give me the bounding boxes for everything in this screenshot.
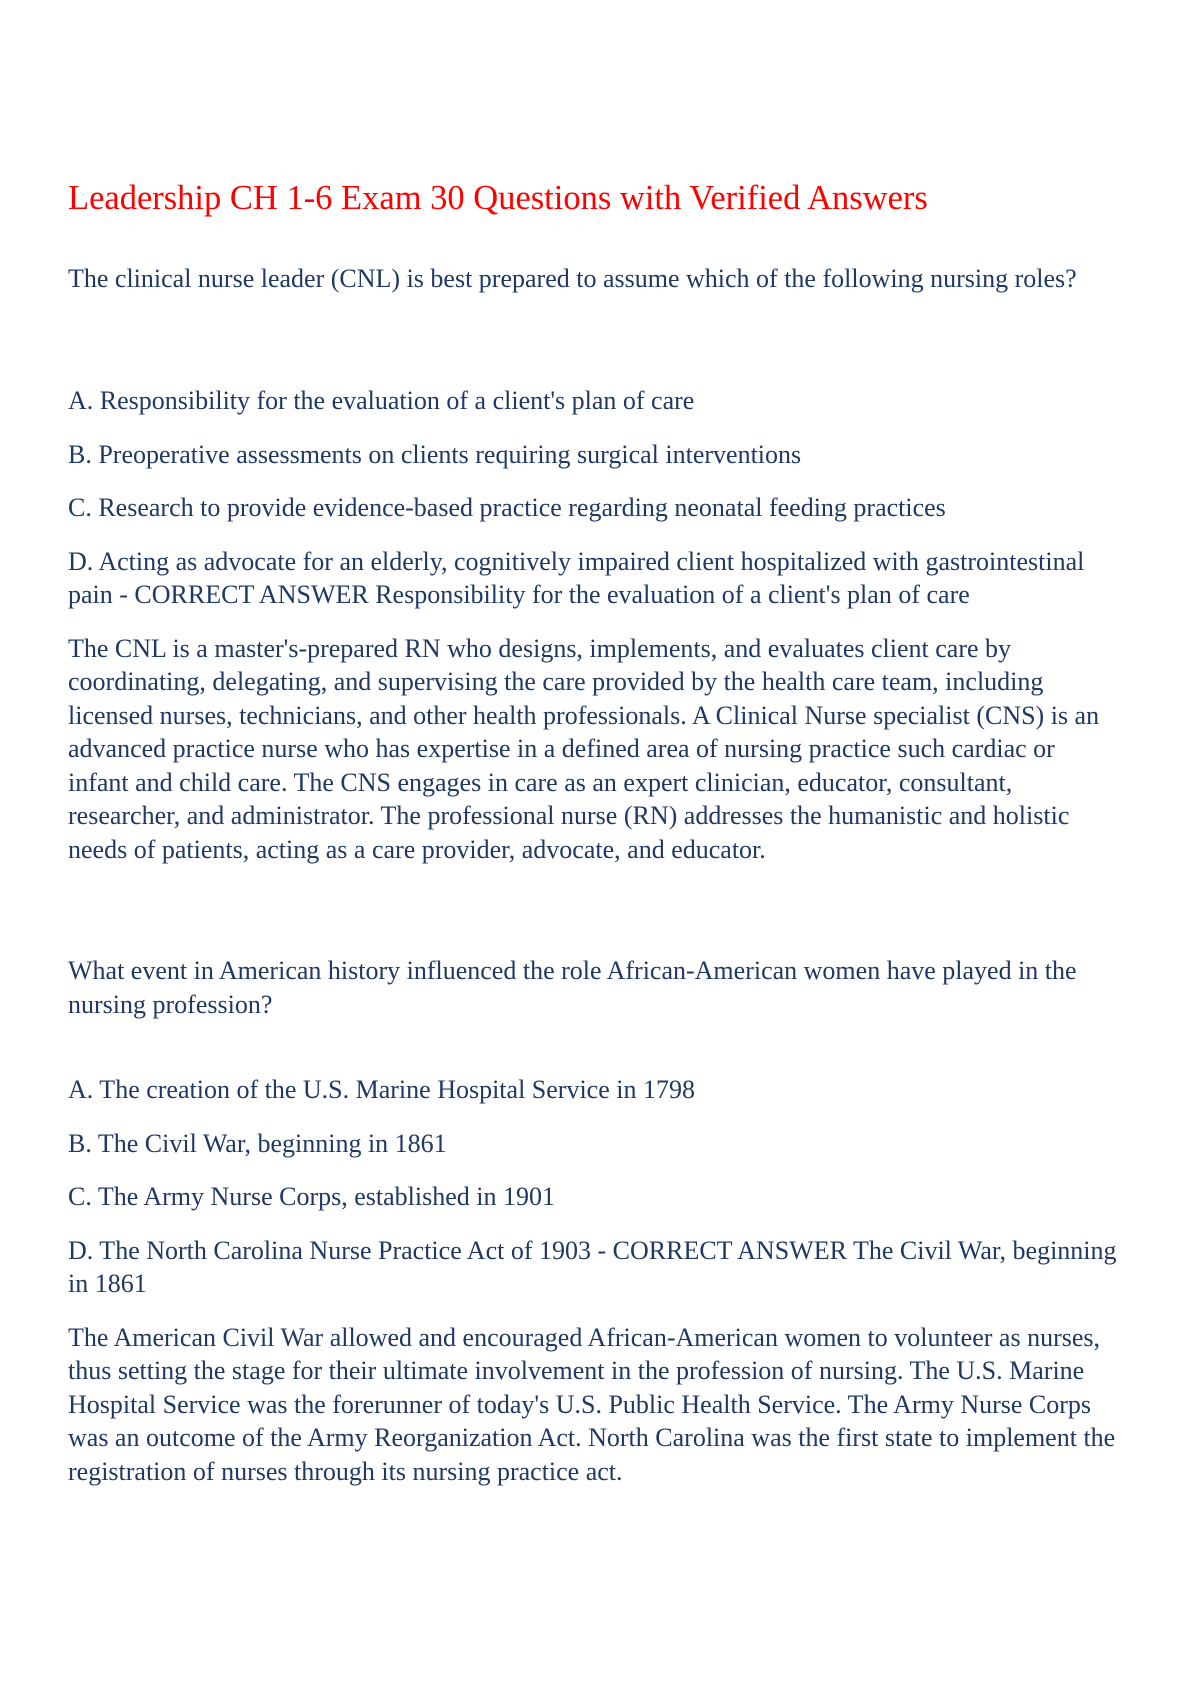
question-2-explanation: The American Civil War allowed and encouraged African-American women to volunteer as nurses, thus setting the stage for their ultimate involvement in the profession of nursing. The U.S. Marine Hospital Service was the forerunner of today's U.S. Public Health Service. The Army Nurse Corps was an outcome of the Army Reorganization Act. North Carolina was the first state to implement the registration of nurses through its nursing practice act. [68,1322,1116,1486]
question-2-option-c: C. The Army Nurse Corps, established in 1901 [68,1182,555,1211]
question-1-explanation: The CNL is a master's-prepared RN who designs, implements, and evaluates client care by coordinating, delegating, and supervising the care provided by the health care team, including licensed nurses, technicians, and other health professionals. A Clinical Nurse specialist (CNS) is an advanced practice nurse who has expertise in a defined area of nursing practice such cardiac or infant and child care. The CNS engages in care as an expert clinician, educator, consultant, researcher, and administrator. The professional nurse (RN) addresses the humanistic and holistic needs of patients, acting as a care provider, advocate, and educator. [68,633,1100,864]
question-2-option-b: B. The Civil War, beginning in 1861 [68,1128,447,1158]
question-1-options [68,384,1118,866]
question-1-text: The clinical nurse leader (CNL) is best prepared to assume which of the following nursing roles? [68,264,1077,293]
question-1-option-b: B. Preoperative assessments on clients requiring surgical interventions [68,439,802,469]
question-2-option-a: A. The creation of the U.S. Marine Hospital Service in 1798 [68,1075,695,1104]
question-1-option-c: C. Research to provide evidence-based practice regarding neonatal feeding practices [68,493,946,522]
question-1 [68,262,1118,296]
question-2-option-d: D. The North Carolina Nurse Practice Act of 1903 - CORRECT ANSWER The Civil War, beginning in 1861 [68,1235,1117,1298]
question-1-option-d: D. Acting as advocate for an elderly, cognitively impaired client hospitalized with gastrointestinal pain - CORRECT ANSWER Responsibility for the evaluation of a client's plan of care [68,546,1085,609]
document-title: Leadership CH 1-6 Exam 30 Questions with Verified Answers [68,179,928,217]
question-1-option-a: A. Responsibility for the evaluation of a client's plan of care [68,386,695,415]
question-2-text: What event in American history influenced the role African-American women have played in the nursing profession? [68,956,1077,1019]
question-2 [68,954,1118,1021]
question-2-options [68,1073,1118,1488]
